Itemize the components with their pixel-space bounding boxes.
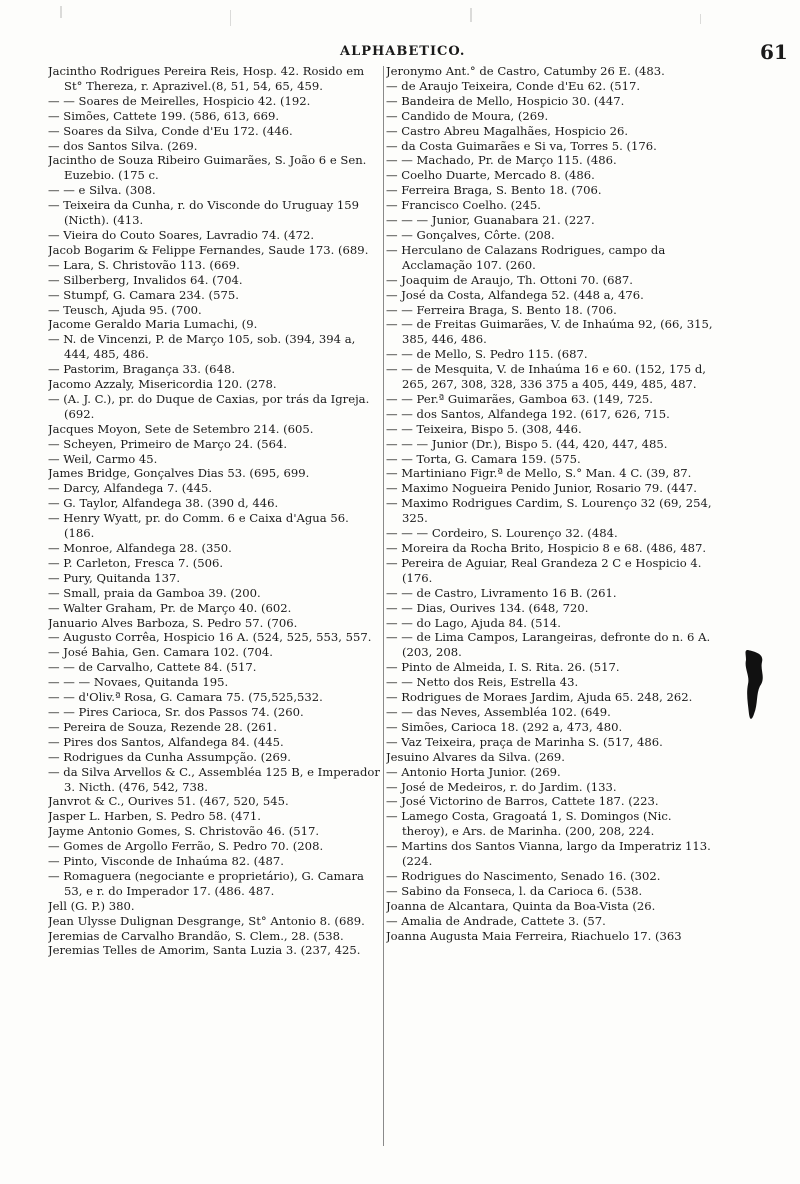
directory-entry: — Soares da Silva, Conde d'Eu 172. (446. (48, 123, 293, 138)
directory-entry: — Moreira da Rocha Brito, Hospicio 8 e 68. (486, 487. (386, 541, 707, 555)
directory-entry: — Lamego Costa, Gragoatá 1, S. Domingos (Nic. theroy), e Ars. de Marinha. (200, 208, 224. (386, 809, 672, 839)
directory-entry: — da Costa Guimarães e Si va, Torres 5. (176. (386, 138, 657, 153)
directory-entry: Jesuino Alvares da Silva. (269. (386, 749, 565, 764)
ink-blot-mark (742, 648, 768, 722)
directory-entry: — Teixeira da Cunha, r. do Visconde do Uruguay 159 (Nicth). (413. (48, 198, 359, 228)
directory-entry: James Bridge, Gonçalves Dias 53. (695, 699. (48, 466, 310, 481)
directory-entry: — Gomes de Argollo Ferrão, S. Pedro 70. (208. (48, 839, 324, 854)
page-header (0, 40, 800, 64)
directory-entry: — Castro Abreu Magalhães, Hospicio 26. (386, 123, 629, 138)
directory-entry: — Scheyen, Primeiro de Março 24. (564. (48, 436, 288, 451)
directory-entry: — — Soares de Meirelles, Hospicio 42. (192. (48, 93, 311, 108)
directory-entry: — José Victorino de Barros, Cattete 187. (223. (386, 794, 659, 809)
directory-entry: — Pastorim, Bragança 33. (648. (48, 362, 235, 377)
directory-entry: — José da Costa, Alfandega 52. (448 a, 476. (386, 287, 644, 302)
directory-entry: Jell (G. P.) 380. (48, 898, 135, 913)
scan-speckle (230, 10, 231, 26)
directory-entry: Jeremias Telles de Amorim, Santa Luzia 3. (237, 425. (48, 943, 361, 958)
directory-entry: — Teusch, Ajuda 95. (700. (48, 302, 202, 317)
directory-entry: Jasper L. Harben, S. Pedro 58. (471. (48, 809, 261, 824)
directory-entry: — Pires dos Santos, Alfandega 84. (445. (48, 734, 284, 749)
directory-entry: — Pereira de Aguiar, Real Grandeza 2 C e Hospicio 4. (176. (386, 555, 702, 585)
directory-entry: — Small, praia da Gamboa 39. (200. (48, 585, 261, 600)
directory-entry: — dos Santos Silva. (269. (48, 138, 198, 153)
directory-entry: — Weil, Carmo 45. (48, 451, 158, 466)
directory-entry: — — Pires Carioca, Sr. dos Passos 74. (260. (48, 704, 304, 719)
directory-entry: Jacome Geraldo Maria Lumachi, (9. (48, 317, 258, 332)
directory-entry: — Ferreira Braga, S. Bento 18. (706. (386, 183, 602, 198)
directory-entry: Jacintho Rodrigues Pereira Reis, Hosp. 42. Rosido em St° Thereza, r. Aprazivel.(8, 51, 54, 65, 459. (48, 64, 365, 93)
directory-entry: — Rodrigues de Moraes Jardim, Ajuda 65. 248, 262. (386, 690, 693, 705)
directory-entry: — Coelho Duarte, Mercado 8. (486. (386, 168, 595, 183)
directory-entry: Jacintho de Souza Ribeiro Guimarães, S. João 6 e Sen. Euzebio. (175 c. (48, 153, 367, 183)
directory-entry: — José Bahia, Gen. Camara 102. (704. (48, 645, 273, 660)
directory-entry: — Rodrigues da Cunha Assumpção. (269. (48, 749, 291, 764)
directory-entry: — Maximo Nogueira Penido Junior, Rosario 79. (447. (386, 481, 697, 496)
directory-entry: — — Dias, Ourives 134. (648, 720. (386, 600, 589, 615)
directory-entry: — — — Junior (Dr.), Bispo 5. (44, 420, 447, 485. (386, 436, 668, 451)
directory-entry: — Pinto, Visconde de Inhaúma 82. (487. (48, 854, 284, 869)
directory-entry: — — Machado, Pr. de Março 115. (486. (386, 153, 617, 168)
directory-entry: — Maximo Rodrigues Cardim, S. Lourenço 32 (69, 254, 325. (386, 496, 712, 526)
directory-entry: — — de Mello, S. Pedro 115. (687. (386, 347, 588, 362)
directory-entry: — Simões, Carioca 18. (292 a, 473, 480. (386, 719, 623, 734)
directory-entry: — Francisco Coelho. (245. (386, 198, 541, 213)
directory-entry: — N. de Vincenzi, P. de Março 105, sob. (394, 394 a, 444, 485, 486. (48, 332, 356, 362)
directory-entry: — P. Carleton, Fresca 7. (506. (48, 555, 224, 570)
directory-entry: — Candido de Moura, (269. (386, 108, 549, 123)
directory-entry: Jayme Antonio Gomes, S. Christovão 46. (517. (48, 824, 320, 839)
column-divider (383, 66, 384, 1146)
directory-entry: Jacomo Azzaly, Misericordia 120. (278. (48, 377, 277, 392)
directory-entry: — — Ferreira Braga, S. Bento 18. (706. (386, 302, 617, 317)
directory-entry: — — — Cordeiro, S. Lourenço 32. (484. (386, 526, 618, 541)
directory-entry: — — de Castro, Livramento 16 B. (261. (386, 585, 617, 600)
scan-speckle (60, 6, 62, 18)
directory-entry: — Augusto Corrêa, Hospicio 16 A. (524, 525, 553, 557. (48, 630, 372, 645)
directory-entry: — — de Lima Campos, Larangeiras, defronte do n. 6 A. (203, 208. (386, 630, 711, 660)
scan-speckle (470, 8, 472, 22)
directory-entry: — Walter Graham, Pr. de Março 40. (602. (48, 600, 292, 615)
directory-entry: — Amalia de Andrade, Cattete 3. (57. (386, 913, 606, 928)
directory-entry: — — Per.ª Guimarães, Gamboa 63. (149, 725. (386, 391, 653, 406)
directory-entry: Jacob Bogarim & Felippe Fernandes, Saude 173. (689. (48, 242, 369, 257)
directory-entry: Jeremias de Carvalho Brandão, S. Clem., 28. (538. (48, 928, 344, 943)
directory-entry: — Joaquim de Araujo, Th. Ottoni 70. (687. (386, 272, 633, 287)
directory-entry: — — das Neves, Assembléa 102. (649. (386, 704, 611, 719)
directory-entry: — Martiniano Figr.ª de Mello, S.° Man. 4 C. (39, 87. (386, 466, 692, 481)
directory-entry: — G. Taylor, Alfandega 38. (390 d, 446. (48, 496, 279, 511)
directory-entry: Jean Ulysse Dulignan Desgrange, St° Antonio 8. (689. (48, 913, 365, 928)
directory-entry: — Stumpf, G. Camara 234. (575. (48, 287, 239, 302)
directory-entry: — Antonio Horta Junior. (269. (386, 764, 561, 779)
directory-entry: Joanna Augusta Maia Ferreira, Riachuelo 17. (363 (386, 928, 682, 943)
running-head: ALPHABETICO. (340, 44, 466, 59)
directory-entry: — — e Silva. (308. (48, 183, 156, 198)
directory-entry: — — do Lago, Ajuda 84. (514. (386, 615, 561, 630)
directory-entry: — da Silva Arvellos & C., Assembléa 125 B, e Imperador 3. Nicth. (476, 542, 738. (48, 764, 380, 794)
directory-entry: — Henry Wyatt, pr. do Comm. 6 e Caixa d'Agua 56. (186. (48, 511, 349, 541)
directory-entry: — — de Freitas Guimarães, V. de Inhaúma 92, (66, 315, 385, 446, 486. (386, 317, 713, 347)
directory-entry: — — Teixeira, Bispo 5. (308, 446. (386, 421, 582, 436)
directory-entry: — Bandeira de Mello, Hospicio 30. (447. (386, 93, 625, 108)
directory-entry: Joanna de Alcantara, Quinta da Boa-Vista (26. (386, 898, 656, 913)
directory-entry: Januario Alves Barboza, S. Pedro 57. (706. (48, 615, 298, 630)
directory-entry: — Pury, Quitanda 137. (48, 570, 181, 585)
directory-entry: — — de Mesquita, V. de Inhaúma 16 e 60. (152, 175 d, 265, 267, 308, 328, 336 375 a 405, 449, 485, 487. (386, 362, 706, 392)
scan-speckle (700, 14, 701, 24)
directory-entry: — Simões, Cattete 199. (586, 613, 669. (48, 108, 280, 123)
directory-entry: — Romaguera (negociante e proprietário), G. Camara 53, e r. do Imperador 17. (486. 487. (48, 868, 364, 898)
directory-entry: — — de Carvalho, Cattete 84. (517. (48, 660, 257, 675)
right-column (386, 64, 716, 1154)
directory-entry: — Vieira do Couto Soares, Lavradio 74. (472. (48, 227, 315, 242)
directory-entry: — — d'Oliv.ª Rosa, G. Camara 75. (75,525,532. (48, 690, 323, 705)
left-column (48, 64, 382, 1154)
directory-entry: — Monroe, Alfandega 28. (350. (48, 541, 232, 555)
directory-entry: — — Gonçalves, Côrte. (208. (386, 227, 555, 242)
directory-entry: Janvrot & C., Ourives 51. (467, 520, 545. (48, 794, 289, 809)
directory-entry: — (A. J. C.), pr. do Duque de Caxias, por trás da Igreja. (692. (48, 391, 370, 421)
directory-entry: — Darcy, Alfandega 7. (445. (48, 481, 213, 496)
directory-entry: — Herculano de Calazans Rodrigues, campo da Acclamação 107. (260. (386, 242, 666, 272)
directory-entry: — Martins dos Santos Vianna, largo da Imperatriz 113. (224. (386, 839, 711, 869)
directory-entry: — Rodrigues do Nascimento, Senado 16. (302. (386, 868, 661, 883)
directory-entry: — Pereira de Souza, Rezende 28. (261. (48, 719, 277, 734)
directory-entry: — de Araujo Teixeira, Conde d'Eu 62. (517. (386, 78, 641, 93)
directory-entry: — — — Junior, Guanabara 21. (227. (386, 213, 595, 228)
directory-entry: — José de Medeiros, r. do Jardim. (133. (386, 779, 617, 794)
directory-entry: — Silberberg, Invalidos 64. (704. (48, 272, 243, 287)
directory-entry: — — Netto dos Reis, Estrella 43. (386, 675, 579, 690)
directory-entry: Jacques Moyon, Sete de Setembro 214. (605. (48, 421, 314, 436)
directory-entry: — — Torta, G. Camara 159. (575. (386, 451, 581, 466)
page-number: 61 (760, 40, 788, 64)
directory-entry: — Vaz Teixeira, praça de Marinha S. (517, 486. (386, 734, 663, 749)
directory-entry: Jeronymo Ant.° de Castro, Catumby 26 E. (483. (386, 64, 665, 78)
directory-entry: — — — Novaes, Quitanda 195. (48, 675, 229, 690)
directory-entry: — Lara, S. Christovão 113. (669. (48, 257, 240, 272)
directory-entry: — Sabino da Fonseca, l. da Carioca 6. (538. (386, 883, 643, 898)
directory-entry: — — dos Santos, Alfandega 192. (617, 626, 715. (386, 406, 670, 421)
directory-entry: — Pinto de Almeida, I. S. Rita. 26. (517. (386, 660, 620, 675)
